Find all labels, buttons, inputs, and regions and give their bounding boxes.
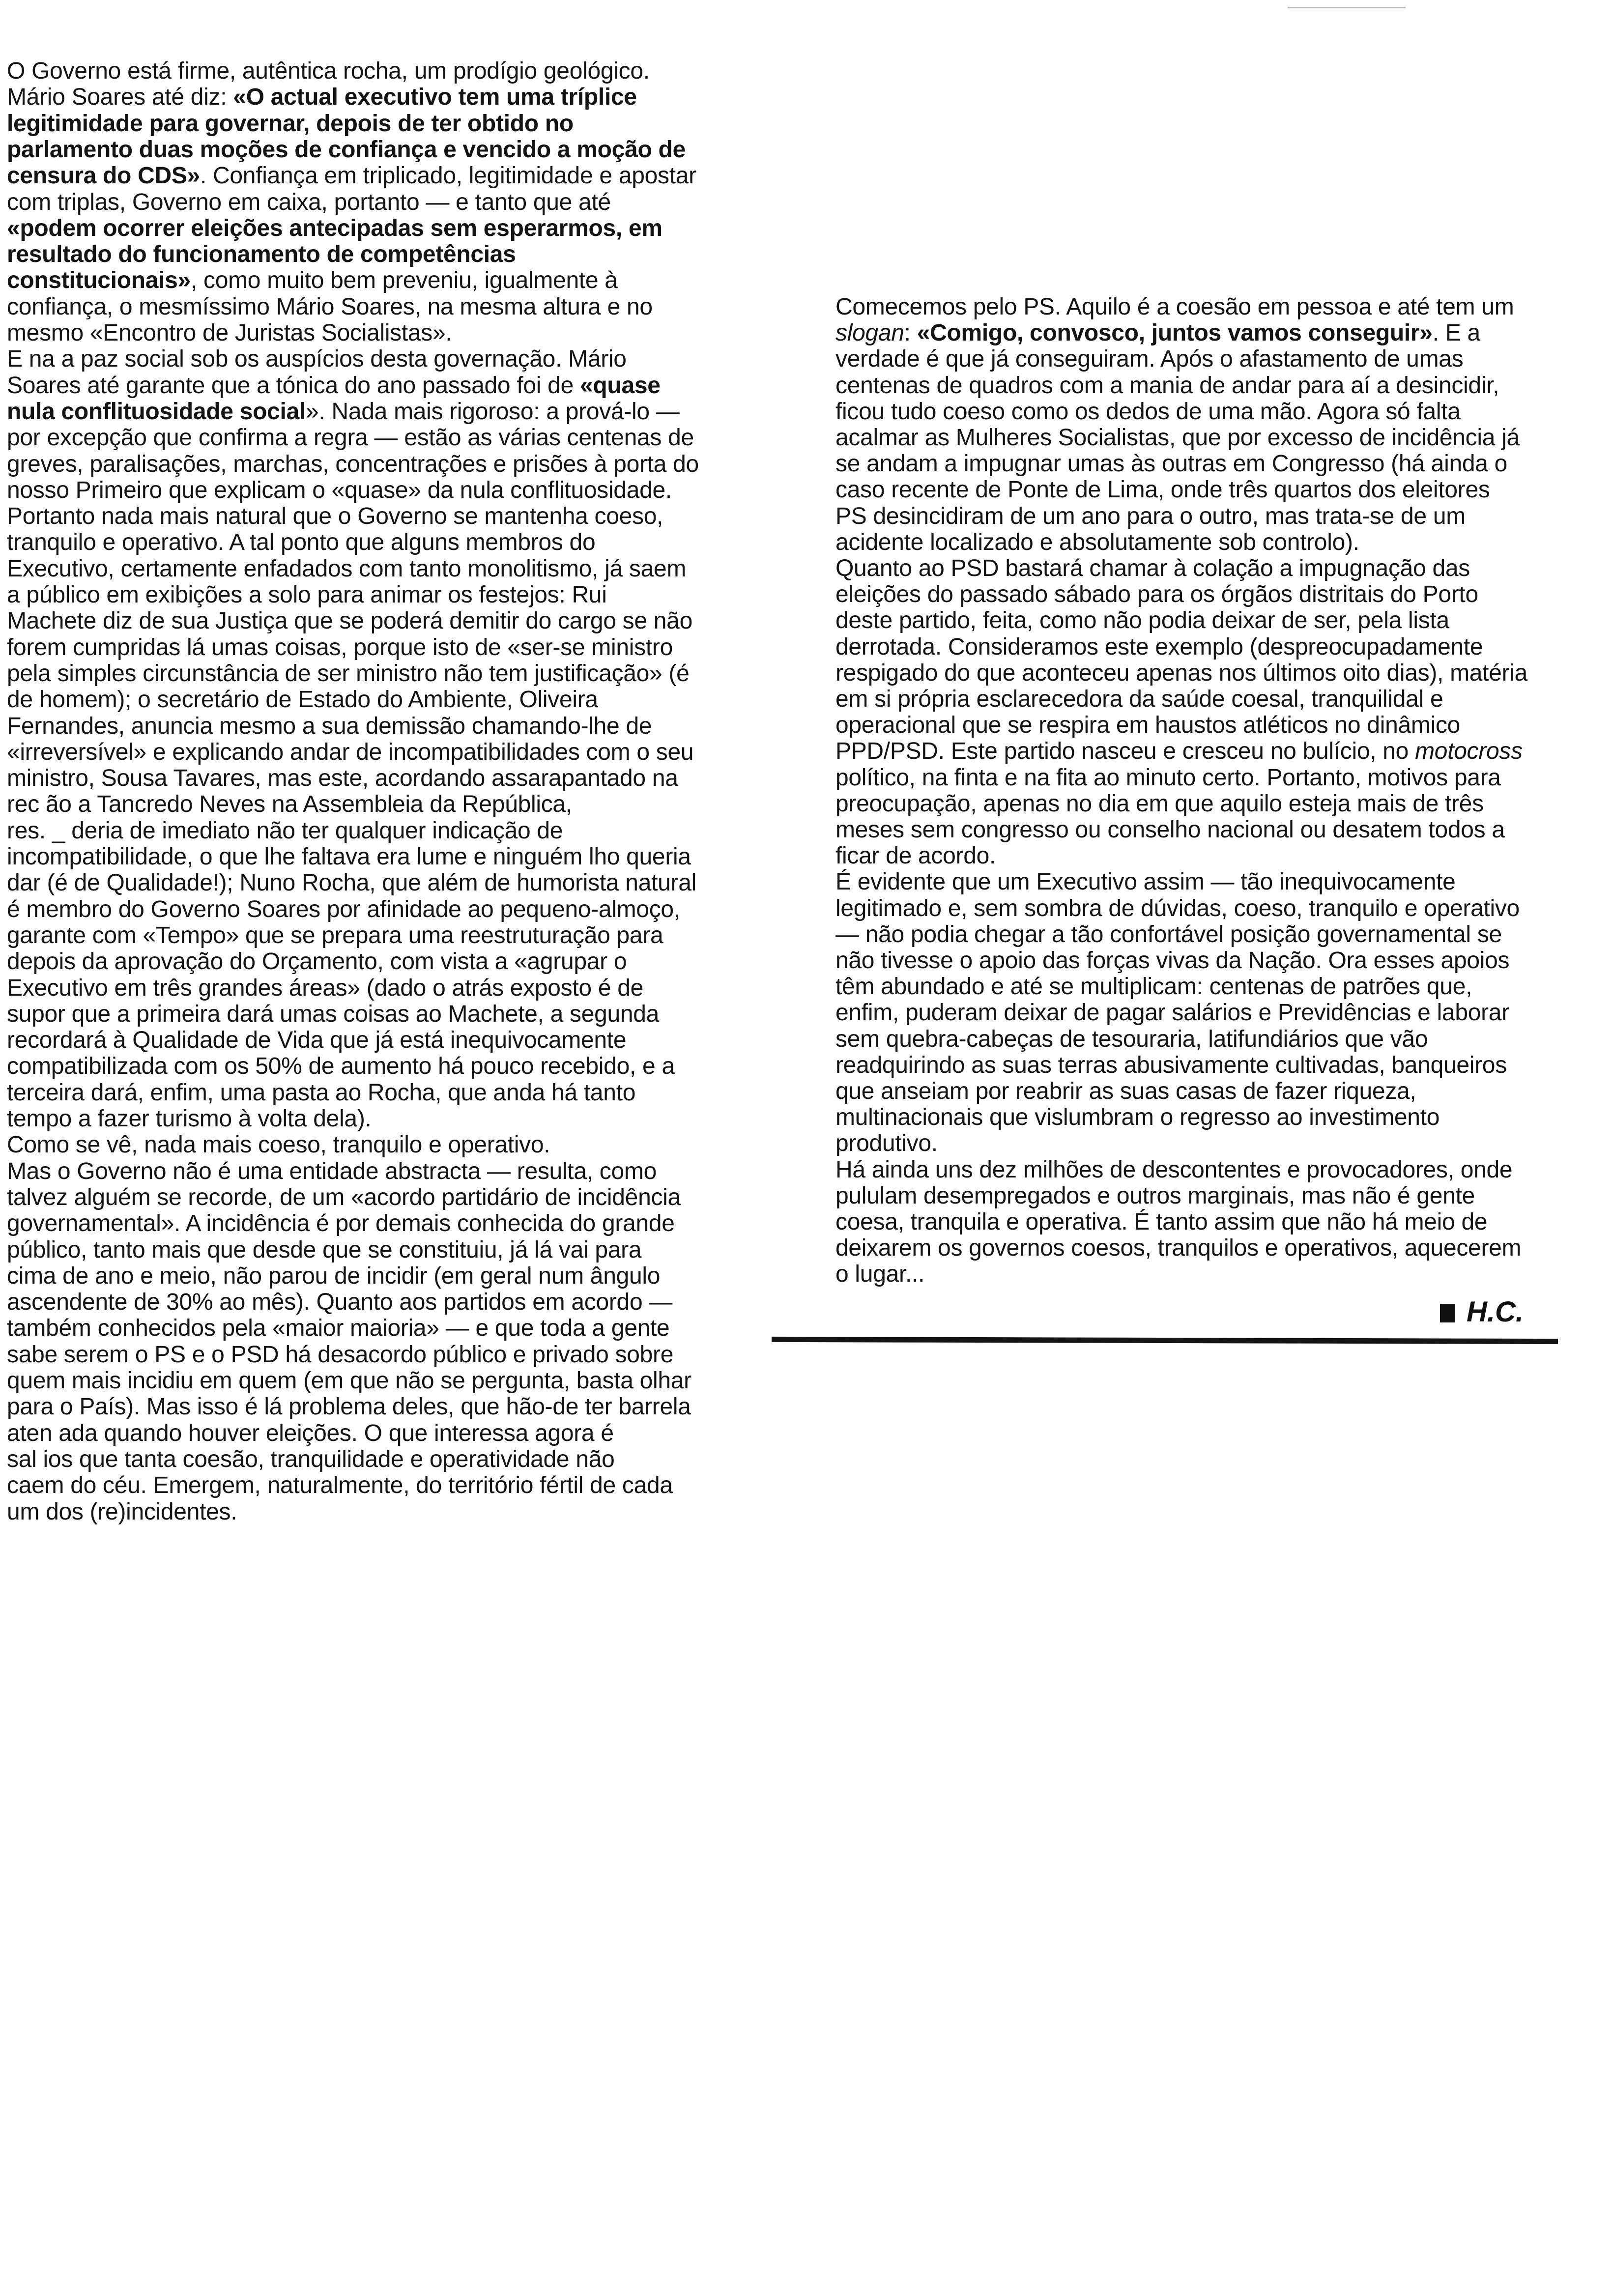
text-segment: O Governo está firme, autêntica rocha, um prodígio geológico. (7, 58, 650, 84)
text-line (835, 555, 1470, 581)
text-line (835, 660, 1527, 686)
text-line (7, 529, 595, 555)
text-line (7, 582, 607, 608)
text-line (7, 477, 672, 503)
text-segment: Comecemos pelo PS. Aquilo é a coesão em pessoa e até tem um (835, 294, 1514, 320)
text-line (835, 895, 1520, 921)
text-segment: talvez alguém se recorde, de um «acordo partidário de incidência (7, 1184, 681, 1210)
text-segment: têm abundado e até se multiplicam: centenas de patrões que, (835, 974, 1472, 1000)
text-segment: preocupação, apenas no dia em que aquilo esteja mais de três (835, 790, 1484, 817)
text-line (7, 451, 699, 477)
text-line (7, 373, 661, 399)
text-segment: «irreversível» e explicando andar de incompatibilidades com o seu (7, 739, 694, 765)
text-line (7, 634, 673, 660)
italic-term: slogan (835, 320, 904, 346)
text-line (835, 1052, 1507, 1078)
text-segment: é membro do Governo Soares por afinidade ao pequeno-almoço, (7, 896, 680, 922)
text-line (7, 137, 686, 163)
text-line (7, 1315, 669, 1341)
text-line (835, 869, 1456, 895)
text-segment: meses sem congresso ou conselho nacional ou desatem todos a (835, 817, 1505, 843)
text-segment: compatibilizada com os 50% de aumento há pouco recebido, e a (7, 1053, 675, 1080)
bold-quote: parlamento duas moções de confiança e vencido a moção de (7, 136, 686, 163)
text-segment: acidente localizado e absolutamente sob controlo). (835, 529, 1359, 555)
text-segment: pululam desempregados e outros marginais, mas não é gente (835, 1182, 1475, 1209)
text-line (835, 974, 1472, 1000)
text-line (7, 975, 643, 1001)
text-line (835, 399, 1461, 425)
text-line (7, 1263, 660, 1289)
bold-quote: censura do CDS» (7, 163, 200, 189)
text-line (7, 608, 692, 634)
text-line (835, 1209, 1487, 1235)
text-segment: sal ios que tanta coesão, tranquilidade e operatividade não (7, 1446, 615, 1472)
text-line (7, 739, 693, 765)
text-line (7, 1001, 659, 1027)
text-segment: o lugar... (835, 1261, 925, 1288)
text-segment: deste partido, feita, como não podia deixar de ser, pela lista (835, 607, 1449, 634)
text-line (7, 1342, 673, 1368)
text-line (835, 765, 1501, 791)
text-line (7, 922, 663, 948)
text-line (835, 634, 1483, 660)
text-segment: . E a (1432, 320, 1480, 346)
text-line (7, 320, 452, 346)
bold-quote: nula conflituosidade social (7, 398, 306, 425)
text-segment: PPD/PSD. Este partido nasceu e cresceu no bulício, no (835, 738, 1415, 765)
text-segment: incompatibilidade, o que lhe faltava era lume e ninguém lho queria (7, 844, 691, 870)
text-line (7, 687, 598, 713)
text-line (7, 1499, 237, 1525)
bold-quote: «quase (580, 372, 661, 399)
bold-quote: legitimidade para governar, depois de ter obtido no (7, 110, 574, 137)
text-line (7, 1289, 672, 1315)
text-segment: cima de ano e meio, não parou de incidir (em geral num ângulo (7, 1263, 661, 1289)
text-line (835, 425, 1520, 451)
text-line (835, 947, 1509, 974)
text-segment: também conhecidos pela «maior maioria» — e que toda a gente (7, 1315, 670, 1342)
text-line (835, 738, 1523, 764)
text-segment: tranquilo e operativo. A tal ponto que alguns membros do (7, 529, 596, 556)
bold-quote: «Comigo, convosco, juntos vamos conseguir» (917, 320, 1433, 346)
text-line (835, 451, 1507, 477)
text-segment: sabe serem o PS e o PSD há desacordo público e privado sobre (7, 1341, 674, 1368)
text-line (7, 111, 574, 137)
text-segment: , como muito bem preveniu, igualmente à (190, 267, 618, 294)
text-segment: caem do céu. Emergem, naturalmente, do território fértil de cada (7, 1472, 673, 1499)
text-line (835, 581, 1478, 607)
text-segment: — não podia chegar a tão confortável posição governamental se (835, 921, 1502, 947)
text-segment: Executivo em três grandes áreas» (dado o atrás exposto é de (7, 975, 644, 1001)
text-line (7, 1368, 691, 1394)
text-segment: greves, paralisações, marchas, concentrações e prisões à porta do (7, 451, 699, 477)
text-line (7, 241, 516, 267)
author-initials: H.C. (1467, 1296, 1524, 1328)
text-line (835, 320, 1480, 346)
text-segment: Soares até garante que a tónica do ano passado foi de (7, 372, 580, 399)
text-line (7, 870, 696, 896)
text-segment: Há ainda uns dez milhões de descontentes e provocadores, onde (835, 1156, 1513, 1183)
text-line (7, 844, 691, 870)
text-line (7, 294, 653, 320)
text-line (7, 1446, 615, 1472)
text-segment: operacional que se respira em haustos atléticos no dinâmico (835, 712, 1461, 739)
text-segment: se andam a impugnar umas às outras em Congresso (há ainda o (835, 451, 1508, 477)
text-segment: político, na finta e na fita ao minuto certo. Portanto, motivos para (835, 764, 1501, 791)
text-segment: Executivo, certamente enfadados com tanto monolitismo, já saem (7, 555, 687, 582)
text-segment: confiança, o mesmíssimo Mário Soares, na mesma altura e no (7, 293, 653, 320)
text-segment: tempo a fazer turismo à volta dela). (7, 1106, 372, 1132)
text-segment: aten ada quando houver eleições. O que interessa agora é (7, 1420, 614, 1446)
text-line (7, 765, 678, 791)
text-segment: legitimado e, sem sombra de dúvidas, coeso, tranquilo e operativo (835, 895, 1520, 921)
text-line (7, 1158, 657, 1184)
text-line (7, 1184, 681, 1210)
text-line (835, 607, 1449, 633)
text-segment: rec ão a Tancredo Neves na Assembleia da República, (7, 791, 572, 818)
text-segment: ». Nada mais rigoroso: a prová-lo — (306, 398, 680, 425)
text-segment: É evidente que um Executivo assim — tão inequivocamente (835, 869, 1456, 895)
text-segment: enfim, puderam deixar de pagar salários e Previdências e laborar (835, 1000, 1509, 1026)
text-line (7, 1420, 614, 1446)
text-line (835, 1000, 1509, 1026)
text-segment: de homem); o secretário de Estado do Ambiente, Oliveira (7, 687, 598, 713)
end-mark-square (1440, 1304, 1455, 1322)
text-segment: ministro, Sousa Tavares, mas este, acordando assarapantado na (7, 765, 678, 792)
text-segment: caso recente de Ponte de Lima, onde três quartos dos eleitores (835, 477, 1490, 503)
text-line (7, 1472, 673, 1498)
text-segment: ascendente de 30% ao mês). Quanto aos partidos em acordo — (7, 1289, 673, 1316)
text-segment: com triplas, Governo em caixa, portanto — e tanto que até (7, 189, 611, 215)
text-segment: Como se vê, nada mais coeso, tranquilo e operativo. (7, 1132, 550, 1158)
text-line (7, 267, 618, 293)
text-line (7, 189, 611, 215)
text-line (7, 660, 690, 687)
text-line (7, 1106, 372, 1132)
text-segment: produtivo. (835, 1130, 938, 1157)
text-line (835, 1261, 924, 1287)
text-segment: supor que a primeira dará umas coisas ao Machete, a segunda (7, 1001, 660, 1027)
text-line (835, 1157, 1512, 1183)
text-segment: Fernandes, anuncia mesmo a sua demissão chamando-lhe de (7, 713, 652, 739)
text-segment: ficou tudo coeso como os dedos de uma mão. Agora só falta (835, 398, 1461, 425)
text-segment: Mas o Governo não é uma entidade abstracta — resulta, como (7, 1158, 657, 1184)
text-segment: PS desincidiram de um ano para o outro, mas trata-se de um (835, 503, 1466, 529)
italic-term: motocross (1415, 738, 1523, 765)
text-segment: que anseiam por reabrir as suas casas de fazer riqueza, (835, 1078, 1416, 1104)
text-segment: multinacionais que vislumbram o regresso ao investimento (835, 1104, 1440, 1131)
text-segment: depois da aprovação do Orçamento, com vista a «agrupar o (7, 948, 627, 975)
text-segment: verdade é que já conseguiram. Após o afastamento de umas (835, 346, 1464, 373)
bold-quote: «podem ocorrer eleições antecipadas sem esperarmos, em (7, 215, 662, 241)
text-segment: Portanto nada mais natural que o Governo se mantenha coeso, (7, 503, 663, 530)
text-line (835, 373, 1499, 399)
text-segment: nosso Primeiro que explicam o «quase» da nula conflituosidade. (7, 477, 672, 503)
text-line (835, 817, 1505, 843)
text-segment: público, tanto mais que desde que se constituiu, já lá vai para (7, 1236, 642, 1263)
text-segment: sem quebra-cabeças de tesouraria, latifundiários que vão (835, 1026, 1428, 1052)
text-line (835, 1026, 1428, 1052)
text-line (7, 896, 680, 922)
text-segment: forem cumpridas lá umas coisas, porque isto de «ser-se ministro (7, 634, 673, 660)
text-line (7, 948, 627, 975)
text-line (835, 686, 1443, 712)
author-signature (1440, 1295, 1524, 1328)
text-segment: deixarem os governos coesos, tranquilos e operativos, aquecerem (835, 1235, 1522, 1262)
text-segment: . Confiança em triplicado, legitimidade e apostar (200, 163, 696, 189)
text-line (835, 712, 1460, 738)
text-line (7, 163, 696, 189)
text-segment: derrotada. Consideramos este exemplo (despreocupadamente (835, 633, 1483, 660)
text-segment: não tivesse o apoio das forças vivas da Nação. Ora esses apoios (835, 947, 1510, 974)
bold-quote: «O actual executivo tem uma tríplice (233, 84, 637, 111)
text-segment: res. _ deria de imediato não ter qualquer indicação de (7, 817, 563, 844)
text-segment: quem mais incidiu em quem (em que não se pergunta, basta olhar (7, 1368, 691, 1394)
text-segment: um dos (re)incidentes. (7, 1498, 237, 1525)
text-line (7, 556, 686, 582)
text-line (7, 713, 652, 739)
text-line (7, 1053, 675, 1079)
text-segment: para o País). Mas isso é lá problema deles, que hão-de ter barrela (7, 1394, 691, 1420)
text-segment: : (904, 320, 917, 346)
text-line (835, 346, 1463, 372)
text-segment: ficar de acordo. (835, 843, 996, 869)
text-segment: coesa, tranquila e operativa. É tanto assim que não há meio de (835, 1209, 1488, 1235)
text-line (7, 1132, 550, 1158)
text-line (7, 399, 680, 425)
text-segment: Quanto ao PSD bastará chamar à colação a impugnação das (835, 555, 1470, 581)
text-segment: terceira dará, enfim, uma pasta ao Rocha, que anda há tanto (7, 1079, 636, 1106)
text-line (7, 58, 650, 84)
text-line (7, 1080, 635, 1106)
text-line (7, 818, 563, 844)
text-line (7, 346, 627, 372)
text-line (7, 1237, 641, 1263)
text-segment: centenas de quadros com a mania de andar para aí a desincidir, (835, 372, 1499, 399)
text-line (835, 294, 1514, 320)
text-line (7, 84, 637, 110)
text-segment: garante com «Tempo» que se prepara uma reestruturação para (7, 922, 663, 948)
text-line (835, 503, 1466, 529)
text-segment: governamental». A incidência é por demais conhecida do grande (7, 1210, 675, 1237)
text-segment: em si própria esclarecedora da saúde coesal, tranquilidal e (835, 686, 1443, 712)
text-line (7, 791, 572, 817)
text-line (835, 1078, 1416, 1104)
text-line (7, 503, 663, 529)
text-line (835, 843, 996, 869)
text-line (835, 921, 1502, 947)
text-line (7, 1027, 626, 1053)
bold-quote: resultado do funcionamento de competências (7, 241, 516, 268)
text-segment: Machete diz de sua Justiça que se poderá demitir do cargo se não (7, 608, 692, 634)
text-line (835, 1130, 938, 1156)
left-text-column (0, 0, 786, 1573)
text-segment: dar (é de Qualidade!); Nuno Rocha, que além de humorista natural (7, 870, 696, 896)
text-segment: eleições do passado sábado para os órgãos distritais do Porto (835, 581, 1478, 608)
text-segment: mesmo «Encontro de Juristas Socialistas». (7, 320, 452, 346)
text-segment: por excepção que confirma a regra — estão as várias centenas de (7, 425, 694, 451)
text-segment: a público em exibições a solo para animar os festejos: Rui (7, 582, 607, 608)
text-segment: pela simples circunstância de ser ministro não tem justificação» (é (7, 660, 690, 687)
text-segment: E na a paz social sob os auspícios desta governação. Mário (7, 346, 627, 373)
text-line (835, 791, 1484, 817)
text-line (7, 215, 662, 241)
text-line (835, 1104, 1439, 1130)
text-line (835, 1183, 1475, 1209)
text-segment: recordará à Qualidade de Vida que já está inequivocamente (7, 1027, 627, 1054)
text-segment: Mário Soares até diz: (7, 84, 233, 111)
bold-quote: constitucionais» (7, 267, 191, 294)
text-line (835, 477, 1490, 503)
text-line (7, 425, 694, 451)
text-line (7, 1394, 691, 1420)
text-line (835, 529, 1359, 555)
text-line (7, 1210, 675, 1236)
text-segment: respigado do que aconteceu apenas nos últimos oito dias), matéria (835, 660, 1528, 686)
text-segment: acalmar as Mulheres Socialistas, que por excesso de incidência já (835, 425, 1520, 451)
text-segment: readquirindo as suas terras abusivamente cultivadas, banqueiros (835, 1052, 1507, 1078)
text-line (835, 1235, 1521, 1261)
